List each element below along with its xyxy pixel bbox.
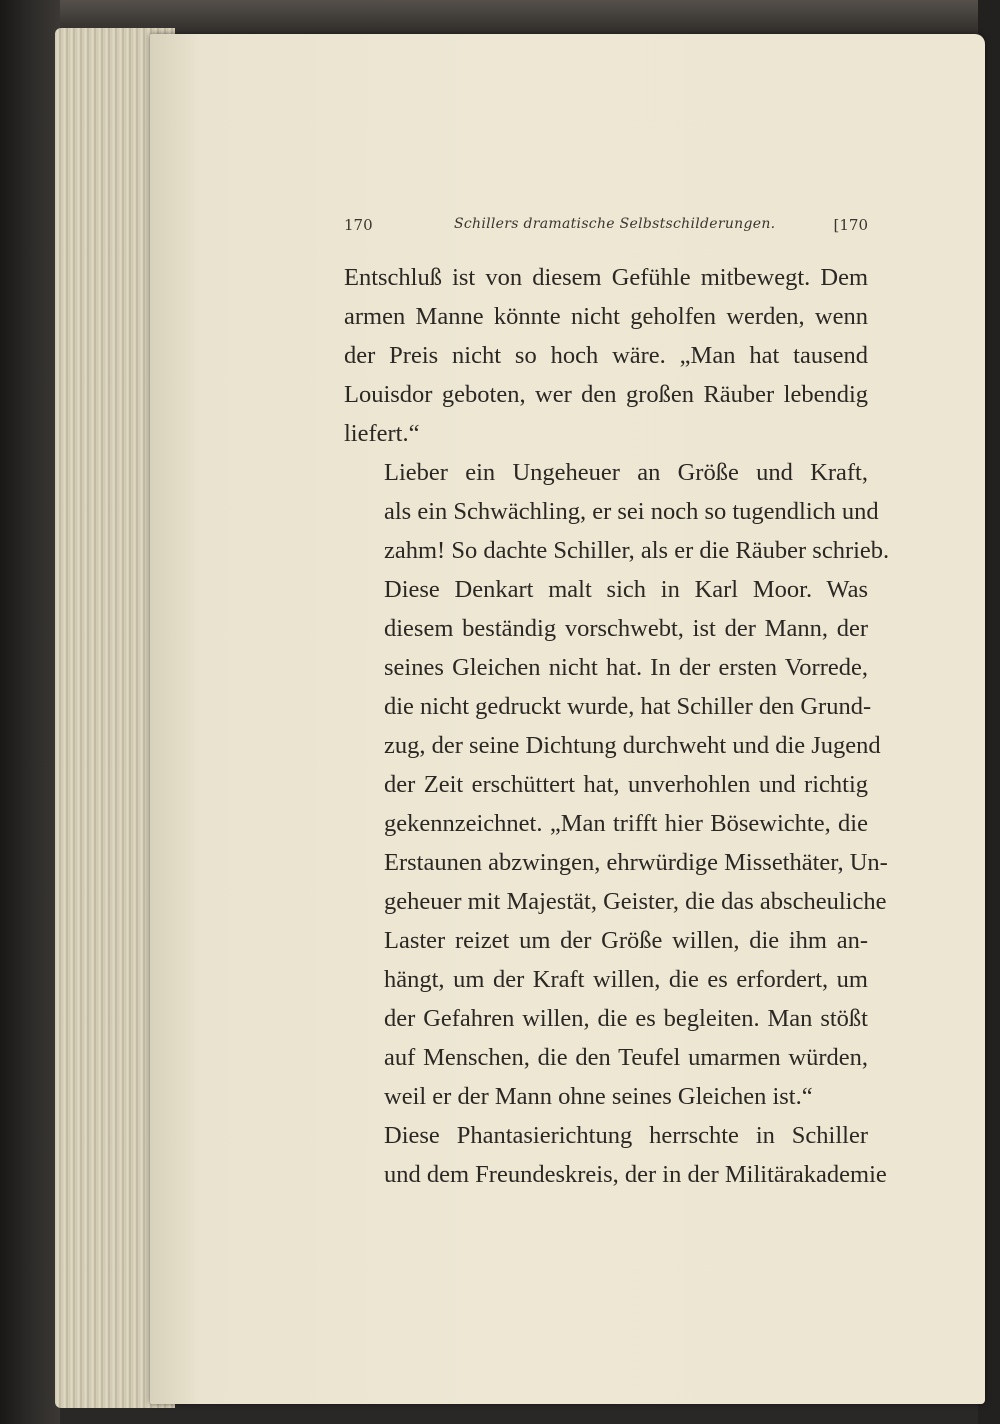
text-line: als ein Schwächling, er sei noch so tugendlich und (384, 498, 879, 525)
text-line: der Gefahren willen, die es begleiten. Man stößt (384, 1005, 868, 1032)
text-line: Diese Phantasierichtung herrschte in Schiller (384, 1122, 868, 1149)
text-line: seines Gleichen nicht hat. In der ersten Vorrede, (384, 654, 868, 681)
body-text (344, 258, 890, 1194)
text-line: gekennzeichnet. „Man trifft hier Bösewichte, die (384, 810, 868, 837)
text-line: und dem Freundeskreis, der in der Militärakademie (384, 1161, 887, 1188)
page-header (344, 216, 868, 240)
text-line: weil er der Mann ohne seines Gleichen ist.“ (384, 1083, 813, 1110)
page-reference: [170 (833, 216, 868, 234)
text-line: armen Manne könnte nicht geholfen werden, wenn (344, 303, 868, 330)
running-title: Schillers dramatische Selbstschilderungen. (454, 216, 776, 232)
text-line: Entschluß ist von diesem Gefühle mitbewegt. Dem (344, 264, 868, 291)
text-line: der Zeit erschüttert hat, unverhohlen und richtig (384, 771, 868, 798)
book-cover-edge (0, 0, 60, 1424)
text-line: Erstaunen abzwingen, ehrwürdige Missethäter, Un- (384, 849, 888, 876)
text-line: Laster reizet um der Größe willen, die ihm an- (384, 927, 868, 954)
text-line: liefert.“ (344, 420, 420, 447)
paragraph (344, 1116, 887, 1194)
text-line: die nicht gedruckt wurde, hat Schiller den Grund- (384, 693, 872, 720)
text-line: zahm! So dachte Schiller, als er die Räuber schrieb. (384, 537, 890, 564)
text-line: Louisdor geboten, wer den großen Räuber lebendig (344, 381, 868, 408)
text-line: geheuer mit Majestät, Geister, die das abscheuliche (384, 888, 887, 915)
text-line: diesem beständig vorschwebt, ist der Mann, der (384, 615, 868, 642)
text-line: der Preis nicht so hoch wäre. „Man hat tausend (344, 342, 868, 369)
text-line: hängt, um der Kraft willen, die es erfordert, um (384, 966, 868, 993)
text-line: auf Menschen, die den Teufel umarmen würden, (384, 1044, 868, 1071)
text-line: Lieber ein Ungeheuer an Größe und Kraft, (384, 459, 868, 486)
text-line: zug, der seine Dichtung durchweht und die Jugend (384, 732, 881, 759)
paragraph (344, 258, 868, 453)
text-line: Diese Denkart malt sich in Karl Moor. Was (384, 576, 868, 603)
page-number: 170 (344, 216, 373, 234)
paragraph (344, 453, 890, 1116)
